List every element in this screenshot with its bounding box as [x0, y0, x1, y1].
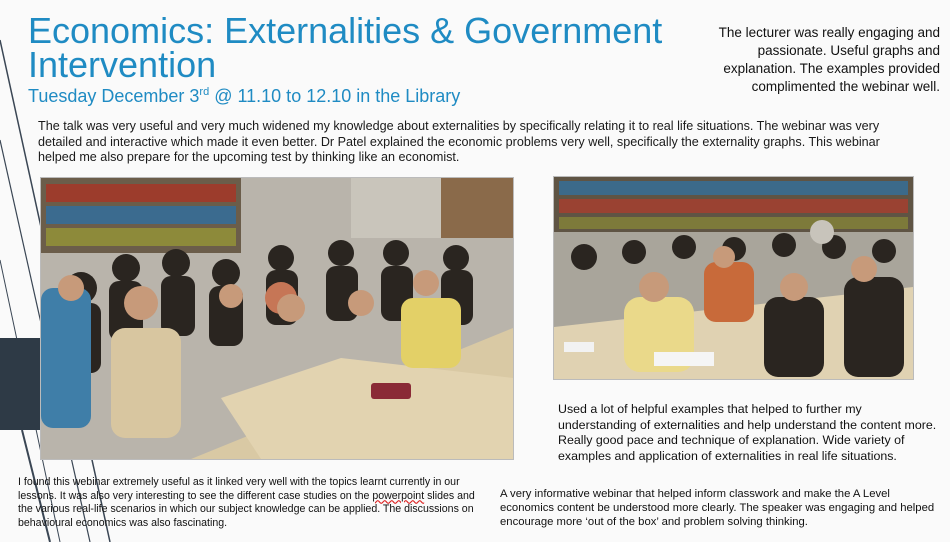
- quote-top-right: The lecturer was really engaging and passionate. Useful graphs and explanation. The examples provided complimented the webinar well.: [718, 25, 940, 94]
- quote-bottom-left: I found this webinar extremely useful as it linked very well with the topics learnt currently in our lessons. It was also very interesting to see the different case studies on the powerpoint slides and the various real-life scenarios in which our subject knowledge can be applied. The discussions on behavioural economics was also fascinating.: [18, 476, 475, 529]
- quote-top: The talk was very useful and very much widened my knowledge about externalities by specifically relating it to real life situations. The webinar was very detailed and interactive which made it even better. Dr Patel explained the economic problems very well, specifically the externality graphs. This webinar helped me also prepare for the upcoming test by thinking like an economist.: [38, 119, 880, 164]
- slide-title: Economics: Externalities & Government Intervention: [28, 10, 663, 85]
- slide-subtitle: Tuesday December 3rd @ 11.10 to 12.10 in the Library: [28, 86, 461, 106]
- quote-mid-right: Used a lot of helpful examples that helped to further my understanding of externalities and help understand the content more. Really good pace and technique of explanation. Wide variety of examples and application of externalities in real life situations.: [558, 402, 937, 463]
- quote-bottom-right: A very informative webinar that helped inform classwork and make the A Level economics content be understood more clearly. The speaker was engaging and helped encourage more ‘out of the box’ and problem solving thinking.: [500, 488, 935, 528]
- spellcheck-word: powerpoint: [372, 489, 425, 502]
- classroom-photo-right: [553, 176, 914, 380]
- classroom-photo-left: [40, 177, 514, 460]
- decorative-block: [0, 338, 40, 430]
